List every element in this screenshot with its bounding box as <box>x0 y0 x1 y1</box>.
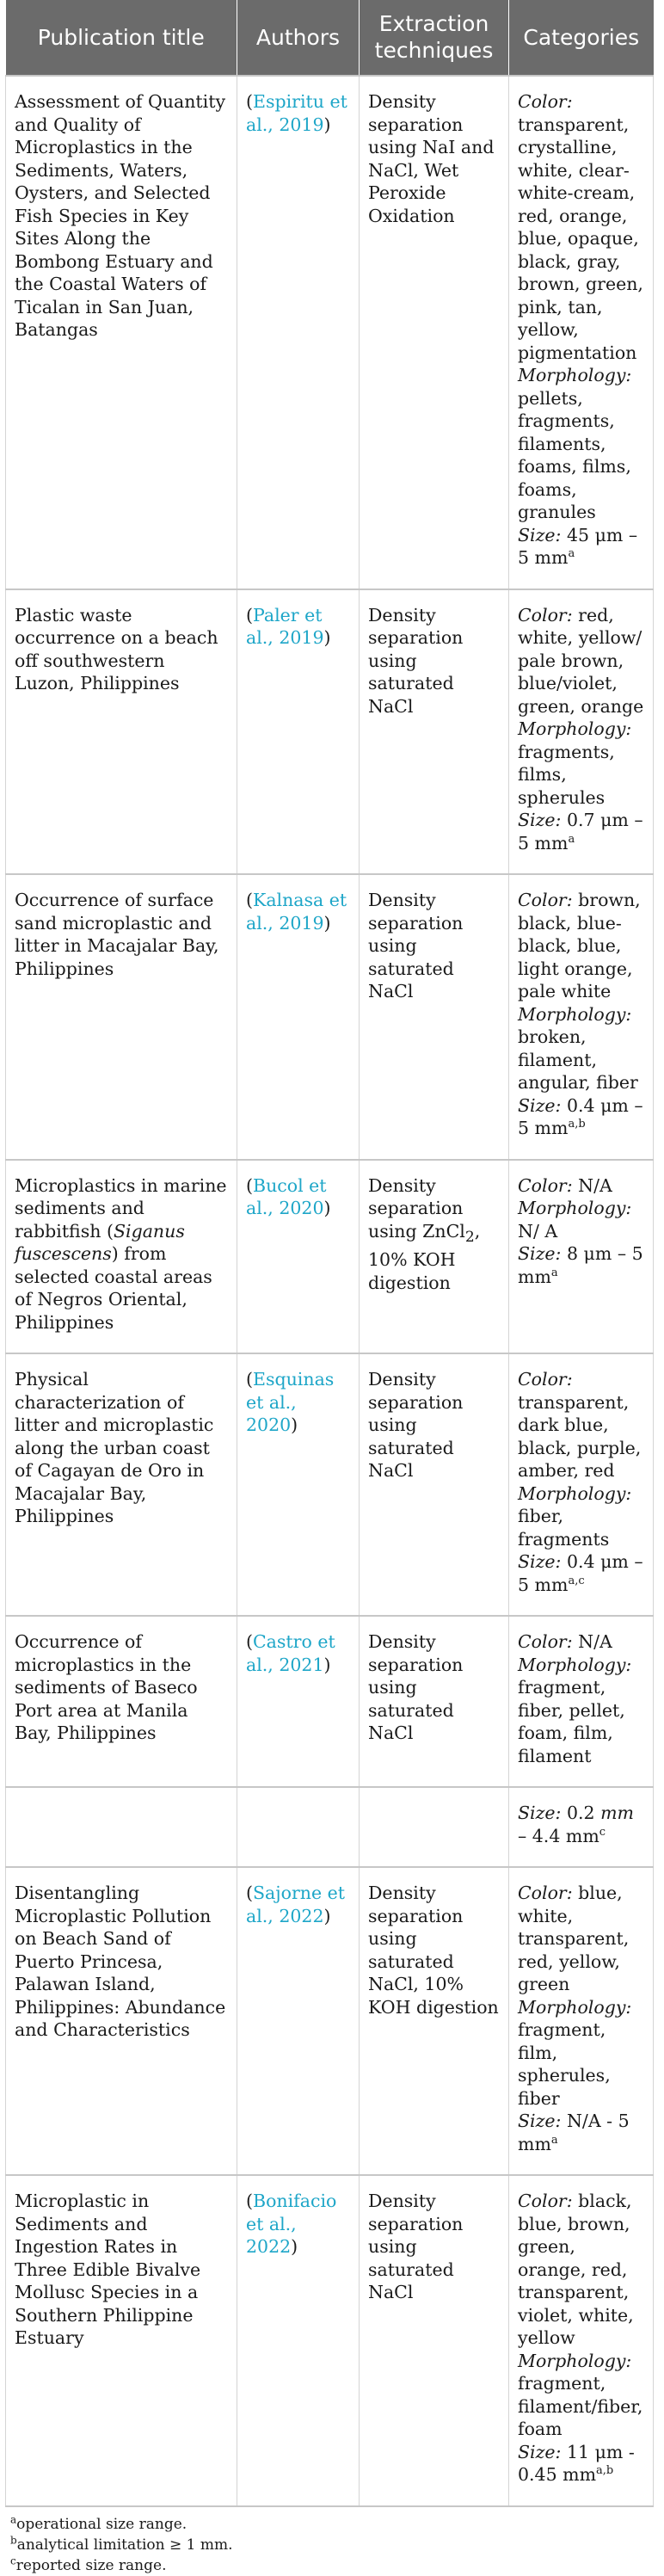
size-unit: mm <box>600 1803 634 1823</box>
publication-title: Disentangling Microplastic Pollution on Beach Sand of Puerto Princesa, Palawan Island, Philippines: Abundance and Characteristics <box>6 1867 237 2175</box>
categories-cell <box>509 1353 654 1616</box>
table-header-row <box>6 0 654 76</box>
footnote <box>10 2535 662 2555</box>
author-cell: (Esquinas et al., 2020) <box>237 1353 360 1616</box>
color-values: blue, white, transparent, red, yellow, green <box>518 1883 630 1994</box>
author-link[interactable]: Kalnasa et al., 2019 <box>246 890 347 934</box>
categories-cell <box>509 1160 654 1354</box>
author-cell: (Castro et al., 2021) <box>237 1616 360 1787</box>
author-cell: (Sajorne et al., 2022) <box>237 1867 360 2175</box>
footnote-mark: a,b <box>596 2464 614 2478</box>
title-part: ) from selected coastal areas of Negros Oriental, Philippines <box>15 1243 212 1333</box>
color-values: black, blue, brown, green, orange, red, transparent, violet, white, yellow <box>518 2191 634 2348</box>
color-label: Color: <box>518 890 573 910</box>
empty-cell <box>360 1787 509 1867</box>
color-label: Color: <box>518 2191 573 2211</box>
footnote-mark: a,c <box>568 1574 585 1587</box>
technique-part: , 10% KOH digestion <box>368 1220 481 1293</box>
color-label: Color: <box>518 1369 573 1390</box>
color-label: Color: <box>518 1631 573 1652</box>
morphology-values: fragments, films, spherules <box>518 741 615 808</box>
extraction-technique: Density separation using saturated NaCl <box>360 874 509 1160</box>
table-row <box>6 1787 654 1867</box>
publication-title: Occurrence of microplastics in the sediments of Baseco Port area at Manila Bay, Philippines <box>6 1616 237 1787</box>
morphology-values: fragment, fiber, pellet, foam, film, filament <box>518 1677 625 1766</box>
author-cell: (Espiritu et al., 2019) <box>237 76 360 589</box>
footnote-mark: b <box>10 2533 17 2546</box>
publication-title <box>6 1160 237 1354</box>
author-link[interactable]: Castro et al., 2021 <box>246 1631 335 1675</box>
size-values: 11 μm - 0.45 mm <box>518 2441 635 2485</box>
table-row <box>6 1867 654 2175</box>
publications-table <box>5 0 654 2507</box>
footnote <box>10 2514 662 2535</box>
morphology-label: Morphology: <box>518 365 632 385</box>
author-link[interactable]: Espiritu et al., 2019 <box>246 91 347 135</box>
author-link[interactable]: Bucol et al., 2020 <box>246 1174 327 1218</box>
footnote-mark: a <box>550 2133 558 2147</box>
size-label: Size: <box>518 1551 562 1572</box>
table-row <box>6 76 654 589</box>
empty-cell <box>6 1787 237 1867</box>
extraction-technique: Density separation using saturated NaCl <box>360 589 509 875</box>
size-values: N/A - 5 mm <box>518 2111 630 2154</box>
categories-cell <box>509 1787 654 1867</box>
extraction-technique <box>360 1160 509 1354</box>
categories-cell <box>509 1616 654 1787</box>
author-cell: (Kalnasa et al., 2019) <box>237 874 360 1160</box>
morphology-label: Morphology: <box>518 1996 632 2018</box>
size-values: 0.7 μm – 5 mm <box>518 810 643 854</box>
footnote-mark: a <box>568 832 575 846</box>
color-values: red, white, yellow/ pale brown, blue/violet, green, orange <box>518 604 644 717</box>
table-row <box>6 1353 654 1616</box>
header-authors: Authors <box>237 0 360 76</box>
footnote-mark: c <box>599 1825 606 1839</box>
header-extraction-techniques: Extraction techniques <box>360 0 509 76</box>
morphology-label: Morphology: <box>518 1003 632 1025</box>
size-label: Size: <box>518 1803 562 1823</box>
categories-cell <box>509 874 654 1160</box>
color-label: Color: <box>518 91 573 112</box>
size-values: 8 μm – 5 mm <box>518 1243 643 1287</box>
morphology-label: Morphology: <box>518 2350 632 2371</box>
color-values: N/A <box>578 1174 612 1196</box>
morphology-values: fragment, film, spherules, fiber <box>518 2019 611 2109</box>
footnote-text: operational size range. <box>16 2515 188 2533</box>
categories-cell <box>509 589 654 875</box>
morphology-label: Morphology: <box>518 718 632 739</box>
footnote-text: reported size range. <box>15 2556 167 2574</box>
table-footnotes <box>5 2514 662 2576</box>
size-part: – 4.4 mm <box>518 1825 599 1846</box>
size-label: Size: <box>518 2111 562 2131</box>
size-values: 0.4 μm – 5 mm <box>518 1551 643 1595</box>
color-values: transparent, dark blue, black, purple, amber, red <box>518 1391 642 1481</box>
morphology-label: Morphology: <box>518 1198 632 1218</box>
table-row <box>6 589 654 875</box>
extraction-technique: Density separation using NaI and NaCl, Wet Peroxide Oxidation <box>360 76 509 589</box>
publication-title: Physical characterization of litter and microplastic along the urban coast of Cagayan de Oro in Macajalar Bay, Philippines <box>6 1353 237 1616</box>
footnote-text: analytical limitation ≥ 1 mm. <box>16 2536 233 2554</box>
color-label: Color: <box>518 1174 573 1196</box>
species-name: Siganus fuscescens <box>15 1220 185 1264</box>
author-cell: (Bonifacio et al., 2022) <box>237 2175 360 2506</box>
publication-title: Assessment of Quantity and Quality of Microplastics in the Sediments, Waters, Oysters, and Selected Fish Species in Key Sites Along the Bombong Estuary and the Coastal Waters of Ticalan in San Juan, Batangas <box>6 76 237 589</box>
categories-cell <box>509 76 654 589</box>
footnote-mark: a <box>550 1266 558 1279</box>
color-label: Color: <box>518 604 573 626</box>
table-row <box>6 1616 654 1787</box>
table-row <box>6 2175 654 2506</box>
size-part: 0.2 <box>566 1803 601 1823</box>
size-label: Size: <box>518 1243 562 1264</box>
publication-title: Plastic waste occurrence on a beach off southwestern Luzon, Philippines <box>6 589 237 875</box>
subscript: 2 <box>464 1228 475 1246</box>
footnote <box>10 2555 662 2576</box>
table-row <box>6 1160 654 1354</box>
publication-title: Microplastic in Sediments and Ingestion Rates in Three Edible Bivalve Mollusc Species in a Southern Philippine Estuary <box>6 2175 237 2506</box>
morphology-values: fiber, fragments <box>518 1506 610 1550</box>
color-values: transparent, crystalline, white, clear-white-cream, red, orange, blue, opaque, black, gray, brown, green, pink, tan, yellow, pigmentation <box>518 114 643 363</box>
header-publication-title: Publication title <box>6 0 237 76</box>
header-categories: Categories <box>509 0 654 76</box>
extraction-technique: Density separation using saturated NaCl <box>360 2175 509 2506</box>
publication-title: Occurrence of surface sand microplastic and litter in Macajalar Bay, Philippines <box>6 874 237 1160</box>
empty-cell <box>237 1787 360 1867</box>
morphology-label: Morphology: <box>518 1654 632 1675</box>
table-row <box>6 874 654 1160</box>
extraction-technique: Density separation using saturated NaCl <box>360 1616 509 1787</box>
footnote-mark: a <box>10 2512 17 2525</box>
morphology-label: Morphology: <box>518 1482 632 1504</box>
morphology-values: N/ A <box>518 1220 558 1242</box>
morphology-values: pellets, fragments, filaments, foams, films, foams, granules <box>518 387 631 522</box>
size-label: Size: <box>518 1094 562 1116</box>
author-link[interactable]: Esquinas et al., 2020 <box>246 1369 335 1435</box>
author-cell: (Paler et al., 2019) <box>237 589 360 875</box>
size-label: Size: <box>518 524 562 545</box>
color-label: Color: <box>518 1883 573 1903</box>
morphology-values: broken, filament, angular, fiber <box>518 1026 638 1093</box>
color-values: brown, black, blue-black, blue, light orange, pale white <box>518 890 641 1001</box>
title-part: Microplastics in marine sediments and rabbitfish ( <box>15 1174 227 1242</box>
categories-cell <box>509 2175 654 2506</box>
size-label: Size: <box>518 2441 562 2462</box>
footnote-mark: a,b <box>568 1118 586 1131</box>
extraction-technique: Density separation using saturated NaCl <box>360 1353 509 1616</box>
author-link[interactable]: Bonifacio et al., 2022 <box>246 2191 337 2257</box>
author-link[interactable]: Paler et al., 2019 <box>246 604 324 648</box>
extraction-technique: Density separation using saturated NaCl, 10% KOH digestion <box>360 1867 509 2175</box>
author-cell: (Bucol et al., 2020) <box>237 1160 360 1354</box>
author-link[interactable]: Sajorne et al., 2022 <box>246 1883 345 1926</box>
footnote-mark: c <box>10 2554 16 2567</box>
morphology-values: fragment, filament/fiber, foam <box>518 2373 643 2439</box>
color-values: N/A <box>578 1631 612 1652</box>
categories-cell <box>509 1867 654 2175</box>
size-values: 0.4 μm – 5 mm <box>518 1094 643 1138</box>
size-values: 45 μm – 5 mm <box>518 524 638 568</box>
technique-part: Density separation using ZnCl <box>368 1174 465 1242</box>
size-label: Size: <box>518 810 562 830</box>
footnote-mark: a <box>568 547 575 561</box>
